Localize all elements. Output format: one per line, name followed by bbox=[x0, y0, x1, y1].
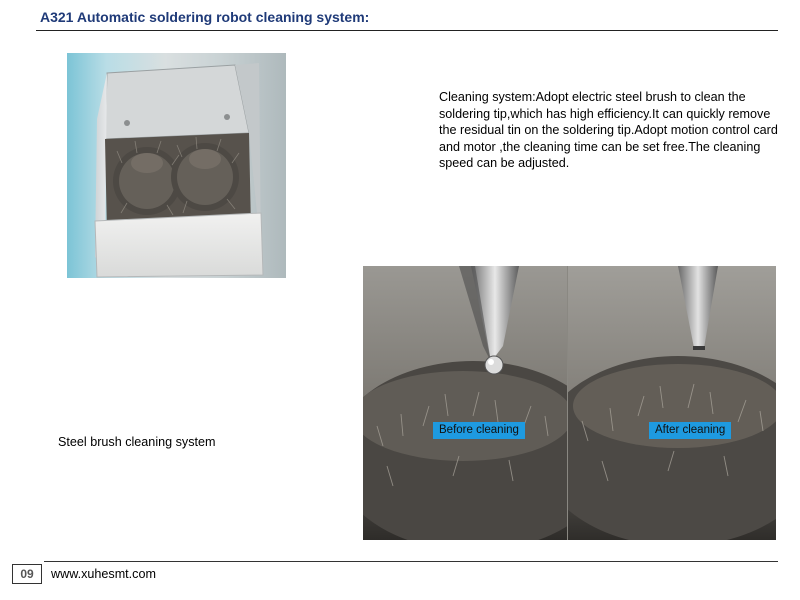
cleaning-comparison-photo bbox=[363, 266, 776, 540]
before-cleaning-panel bbox=[363, 266, 567, 540]
title-divider bbox=[36, 30, 778, 31]
footer-divider bbox=[44, 561, 778, 562]
website-url[interactable]: www.xuhesmt.com bbox=[51, 567, 156, 581]
before-cleaning-label: Before cleaning bbox=[433, 422, 525, 439]
after-cleaning-label: After cleaning bbox=[649, 422, 731, 439]
page-number: 09 bbox=[12, 564, 42, 584]
page-title: A321 Automatic soldering robot cleaning system: bbox=[40, 9, 370, 25]
after-cleaning-illustration bbox=[568, 266, 776, 540]
steel-brush-left bbox=[113, 147, 181, 215]
before-cleaning-illustration bbox=[363, 266, 567, 540]
cleaning-box-illustration bbox=[67, 53, 286, 278]
cleaning-system-description: Cleaning system:Adopt electric steel brush to clean the soldering tip,which has high efficiency.It can quickly remove the residual tin on the soldering tip.Adopt motion control card and motor ,the cleaning time can be set free.The cleaning speed can be adjusted. bbox=[439, 90, 778, 170]
after-cleaning-panel bbox=[567, 266, 776, 540]
brush-system-caption: Steel brush cleaning system bbox=[58, 435, 216, 449]
cleaning-box-photo bbox=[67, 53, 286, 278]
